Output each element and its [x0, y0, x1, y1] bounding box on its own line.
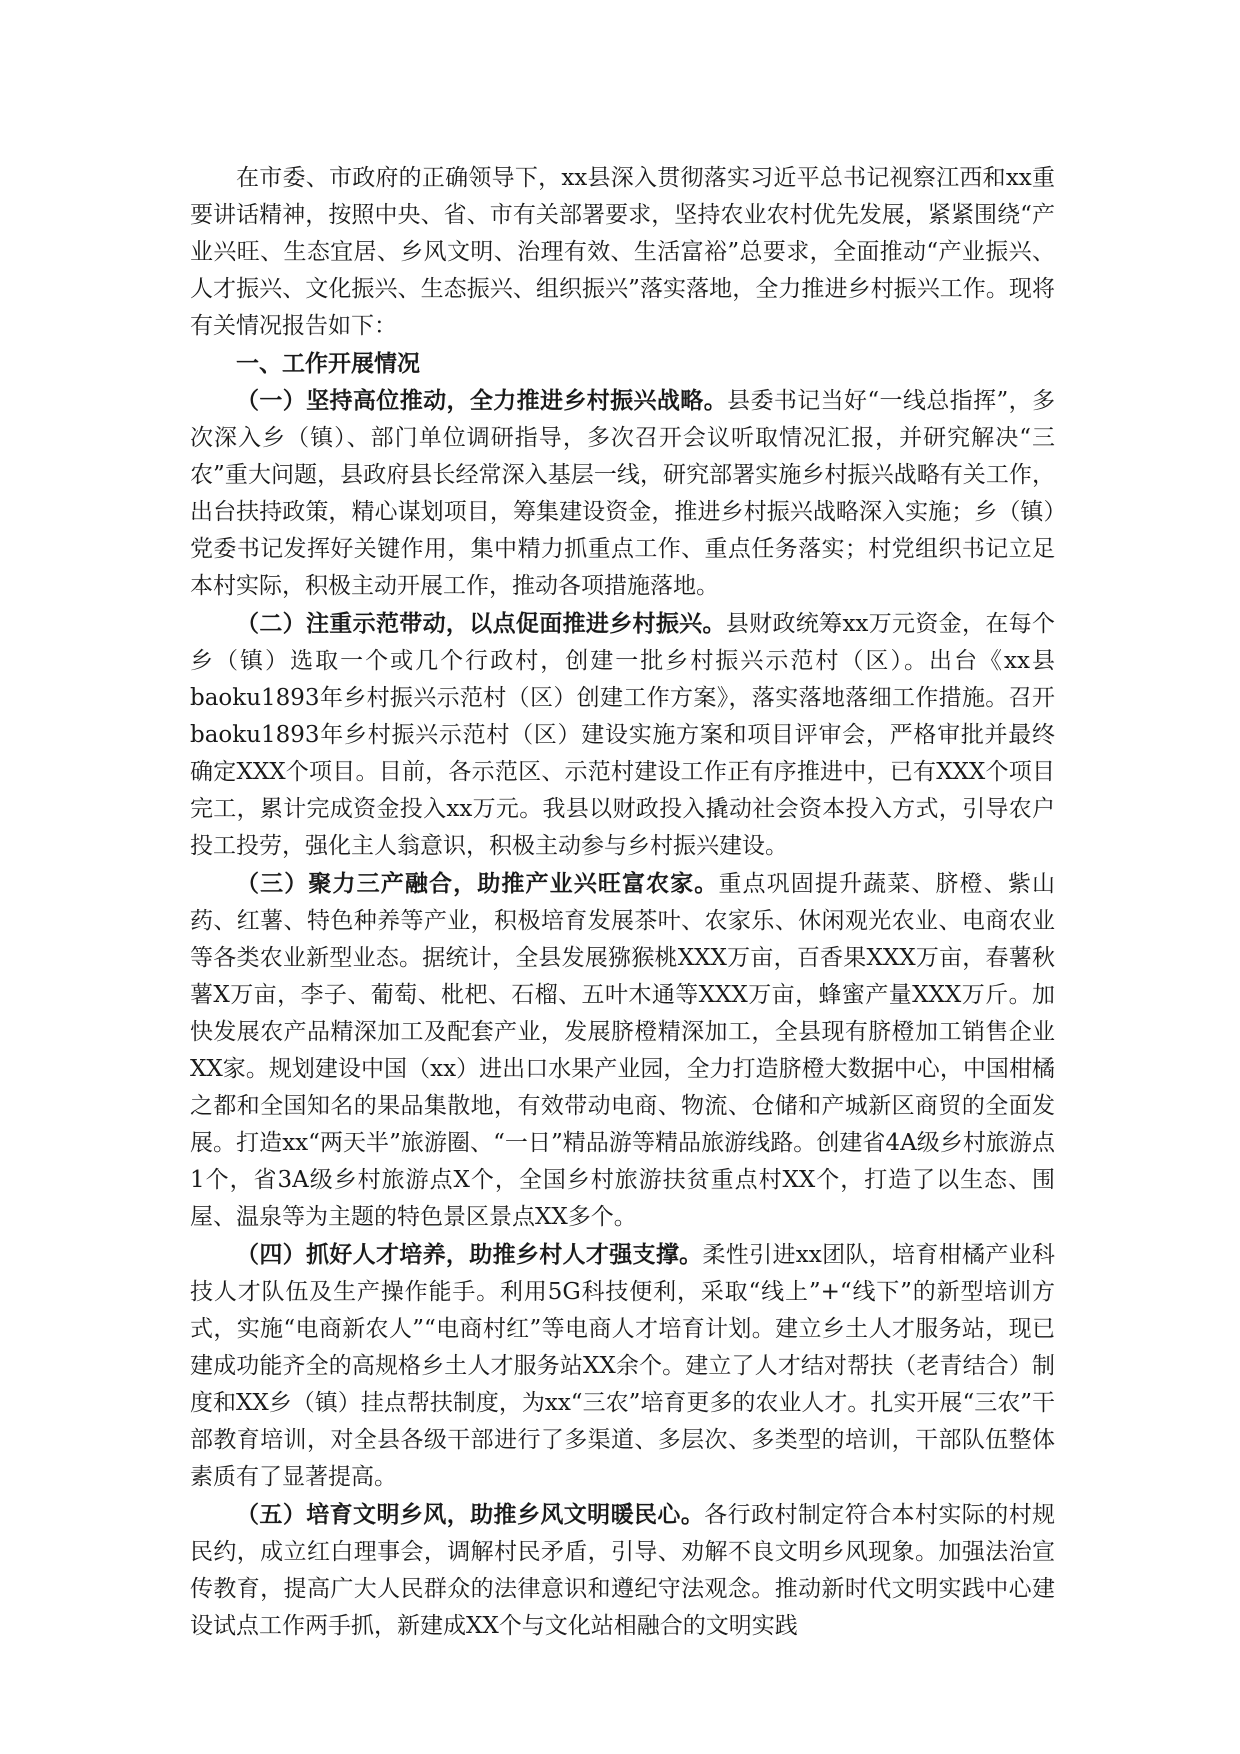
item-body-1: 县委书记当好“一线总指挥”，多次深入乡（镇）、部门单位调研指导，多次召开会议听取情况汇报，并研究解决“三农”重大问题，县政府县长经常深入基层一线，研究部署实施乡村振兴战略有关工作，出台扶持政策，精心谋划项目，筹集建设资金，推进乡村振兴战略深入实施；乡（镇）党委书记发挥好关键作用，集中精力抓重点工作、重点任务落实；村党组织书记立足本村实际，积极主动开展工作，推动各项措施落地。	[190, 388, 1055, 599]
item-lead-2: （二）注重示范带动，以点促面推进乡村振兴。	[236, 610, 726, 637]
intro-paragraph: 在市委、市政府的正确领导下，xx县深入贯彻落实习近平总书记视察江西和xx重要讲话精神，按照中央、省、市有关部署要求，坚持农业农村优先发展，紧紧围绕“产业兴旺、生态宜居、乡风文明、治理有效、生活富裕”总要求，全面推动“产业振兴、人才振兴、文化振兴、生态振兴、组织振兴”落实落地，全力推进乡村振兴工作。现将有关情况报告如下：	[190, 165, 1055, 339]
item-body-4: 柔性引进xx团队，培育柑橘产业科技人才队伍及生产操作能手。利用5G科技便利，采取“线上”+“线下”的新型培训方式，实施“电商新农人”“电商村红”等电商人才培育计划。建立乡土人才服务站，现已建成功能齐全的高规格乡土人才服务站XX余个。建立了人才结对帮扶（老青结合）制度和XX乡（镇）挂点帮扶制度，为xx“三农”培育更多的农业人才。扎实开展“三农”干部教育培训，对全县各级干部进行了多渠道、多层次、多类型的培训，干部队伍整体素质有了显著提高。	[190, 1242, 1055, 1490]
item-lead-1: （一）坚持高位推动，全力推进乡村振兴战略。	[236, 387, 728, 414]
document-page	[190, 160, 1055, 1645]
item-lead-4: （四）抓好人才培养，助推乡村人才强支撑。	[236, 1241, 703, 1268]
item-paragraph-2	[190, 605, 1055, 865]
item-paragraph-5	[190, 1496, 1055, 1645]
item-lead-3: （三）聚力三产融合，助推产业兴旺富农家。	[236, 870, 719, 897]
item-paragraph-4	[190, 1236, 1055, 1496]
item-paragraph-3	[190, 865, 1055, 1236]
item-body-5: 各行政村制定符合本村实际的村规民约，成立红白理事会，调解村民矛盾，引导、劝解不良文明乡风现象。加强法治宣传教育，提高广大人民群众的法律意识和遵纪守法观念。推动新时代文明实践中心建设试点工作两手抓，新建成XX个与文化站相融合的文明实践	[190, 1502, 1056, 1639]
item-body-3: 重点巩固提升蔬菜、脐橙、紫山药、红薯、特色种养等产业，积极培育发展茶叶、农家乐、休闲观光农业、电商农业等各类农业新型业态。据统计，全县发展猕猴桃XXX万亩，百香果XXX万亩，春薯秋薯X万亩，李子、葡萄、枇杷、石榴、五叶木通等XXX万亩，蜂蜜产量XXX万斤。加快发展农产品精深加工及配套产业，发展脐橙精深加工，全县现有脐橙加工销售企业XX家。规划建设中国（xx）进出口水果产业园，全力打造脐橙大数据中心，中国柑橘之都和全国知名的果品集散地，有效带动电商、物流、仓储和产城新区商贸的全面发展。打造xx“两天半”旅游圈、“一日”精品游等精品旅游线路。创建省4A级乡村旅游点1个，省3A级乡村旅游点X个，全国乡村旅游扶贫重点村XX个，打造了以生态、围屋、温泉等为主题的特色景区景点XX多个。	[190, 871, 1056, 1230]
item-paragraph-1	[190, 382, 1055, 605]
section-heading: 一、工作开展情况	[236, 350, 420, 377]
item-body-2: 县财政统筹xx万元资金，在每个乡（镇）选取一个或几个行政村，创建一批乡村振兴示范村（区）。出台《xx县baoku1893年乡村振兴示范村（区）创建工作方案》，落实落地落细工作措施。召开baoku1893年乡村振兴示范村（区）建设实施方案和项目评审会，严格审批并最终确定XXX个项目。目前，各示范区、示范村建设工作正有序推进中，已有XXX个项目完工，累计完成资金投入xx万元。我县以财政投入撬动社会资本投入方式，引导农户投工投劳，强化主人翁意识，积极主动参与乡村振兴建设。	[190, 611, 1055, 859]
item-lead-5: （五）培育文明乡风，助推乡风文明暖民心。	[236, 1501, 705, 1528]
